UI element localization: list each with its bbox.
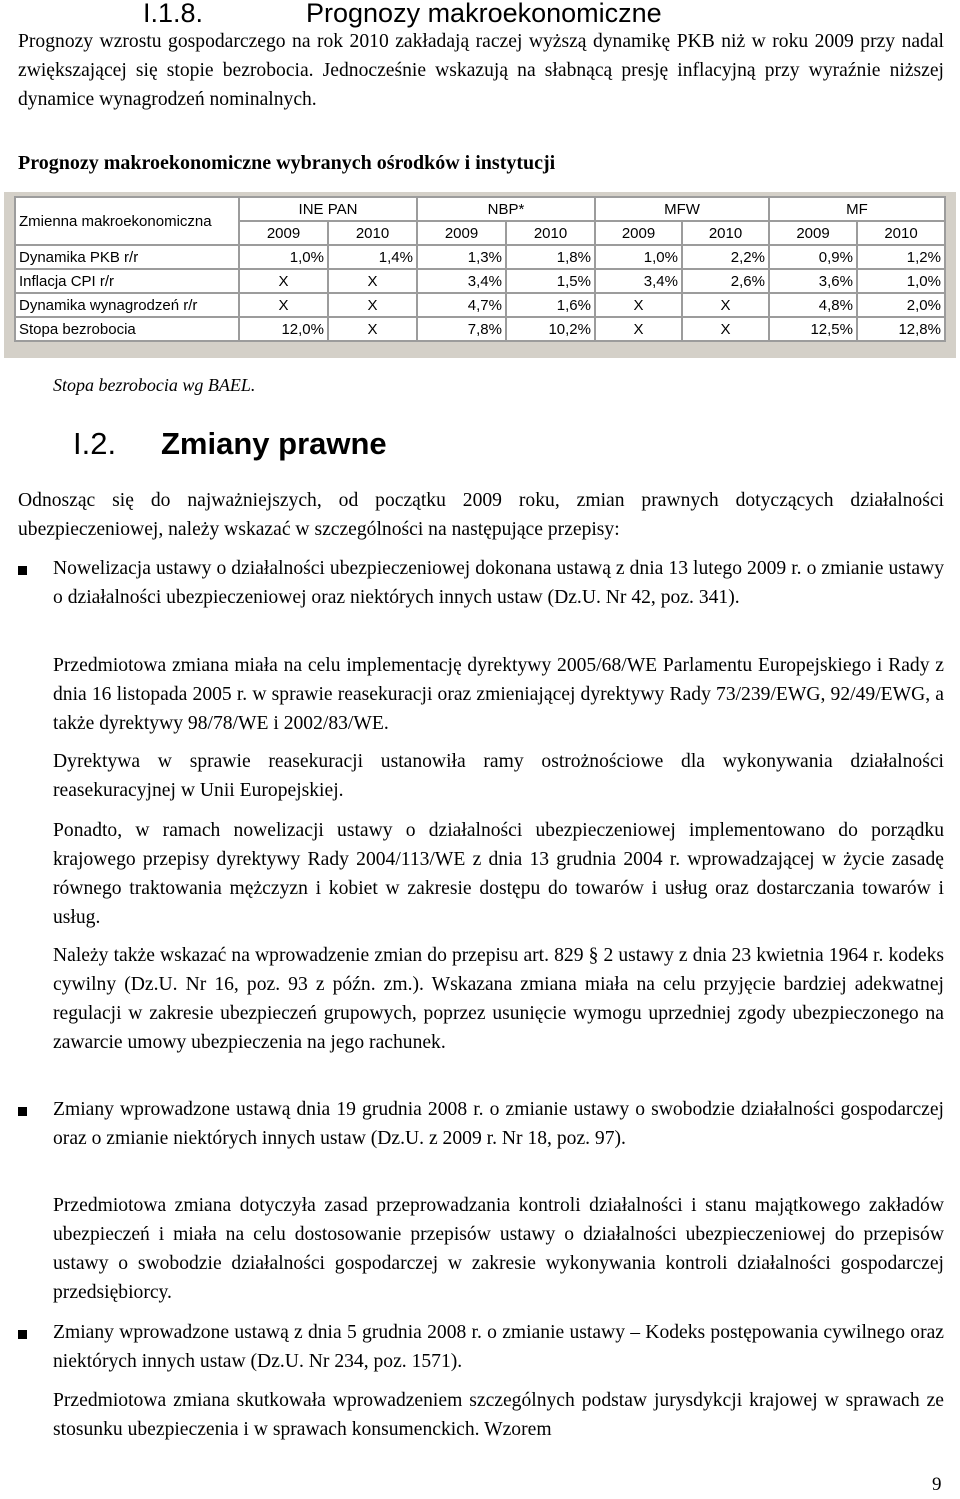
table-cell: 3,4% [417, 269, 506, 293]
table-cell: X [328, 269, 417, 293]
table-cell: 3,4% [595, 269, 682, 293]
paragraph: Przedmiotowa zmiana dotyczyła zasad przeprowadzania kontroli działalności i stanu majątkowego zakładów ubezpieczeń i miała na celu dostosowanie przepisów ustawy o działalności ubezpieczeniowej do przepisów ustawy o swobodzie działalności gospodarczej w zakresie wykonywania kontroli działalności gospodarczej przedsiębiorcy. [53, 1195, 944, 1303]
year-cell: 2010 [857, 221, 945, 245]
table-cell: 3,6% [769, 269, 857, 293]
table-cell: 4,8% [769, 293, 857, 317]
table-cell: 12,5% [769, 317, 857, 341]
section-number: I.2. [73, 426, 117, 461]
paragraph: Przedmiotowa zmiana skutkowała wprowadzeniem szczególnych podstaw jurysdykcji krajowej w sprawach ze stosunku ubezpieczenia i w sprawach konsumenckich. Wzorem [53, 1390, 944, 1440]
row-label: Inflacja CPI r/r [15, 269, 239, 293]
table-cell: X [328, 293, 417, 317]
page-number: 9 [932, 1474, 942, 1495]
table-cell: 12,8% [857, 317, 945, 341]
bullet-item: Nowelizacja ustawy o działalności ubezpieczeniowej dokonana ustawą z dnia 13 lutego 2009 r. o zmianie ustawy o działalności ubezpieczeniowej oraz niektórych innych ustaw (Dz.U. Nr 42, poz. 341). [53, 558, 944, 608]
row-label: Dynamika PKB r/r [15, 245, 239, 269]
table-cell: 10,2% [506, 317, 595, 341]
header-variable: Zmienna makroekonomiczna [15, 197, 239, 245]
table-cell: 12,0% [239, 317, 328, 341]
table-cell: 1,8% [506, 245, 595, 269]
table-header-row [15, 197, 945, 221]
year-cell: 2009 [769, 221, 857, 245]
table-cell: 1,3% [417, 245, 506, 269]
table-row [15, 245, 945, 269]
table-cell: X [682, 317, 769, 341]
bullet-item: Zmiany wprowadzone ustawą dnia 19 grudnia 2008 r. o zmianie ustawy o swobodzie działalności gospodarczej oraz o zmianie niektórych innych ustaw (Dz.U. z 2009 r. Nr 18, poz. 97). [53, 1099, 944, 1149]
table-cell: 7,8% [417, 317, 506, 341]
table-cell: X [595, 317, 682, 341]
year-cell: 2010 [682, 221, 769, 245]
table-cell: 1,0% [857, 269, 945, 293]
table-row [15, 317, 945, 341]
table-cell: 4,7% [417, 293, 506, 317]
table-row [15, 269, 945, 293]
year-cell: 2010 [328, 221, 417, 245]
paragraph: Należy także wskazać na wprowadzenie zmian do przepisu art. 829 § 2 ustawy z dnia 23 kwietnia 1964 r. kodeks cywilny (Dz.U. Nr 16, poz. 93 z późn. zm.). Wskazana zmiana miała na celu przyjęcie bardziej adekwatnej regulacji w zakresie ubezpieczeń grupowych, poprzez usunięcie wymogu uprzedniej zgody ubezpieczonego na zawarcie umowy ubezpieczenia na jego rachunek. [53, 945, 944, 1053]
table-cell: 1,0% [595, 245, 682, 269]
bullet-item: Zmiany wprowadzone ustawą z dnia 5 grudnia 2008 r. o zmianie ustawy – Kodeks postępowania cywilnego oraz niektórych innych ustaw (Dz.U. Nr 234, poz. 1571). [53, 1322, 944, 1372]
macro-forecast-table [14, 196, 946, 342]
table-cell: 1,5% [506, 269, 595, 293]
group-mf: MF [769, 197, 945, 221]
section-number: I.1.8. [143, 0, 204, 28]
table-cell: 2,0% [857, 293, 945, 317]
table-cell: 0,9% [769, 245, 857, 269]
section-title: Zmiany prawne [161, 426, 387, 461]
table-cell: 2,2% [682, 245, 769, 269]
table-cell: X [328, 317, 417, 341]
year-cell: 2009 [417, 221, 506, 245]
section-title: Prognozy makroekonomiczne [306, 0, 662, 28]
paragraph: Odnosząc się do najważniejszych, od początku 2009 roku, zmian prawnych dotyczących działalności ubezpieczeniowej, należy wskazać w szczególności na następujące przepisy: [18, 490, 944, 540]
table-row [15, 293, 945, 317]
row-label: Dynamika wynagrodzeń r/r [15, 293, 239, 317]
bullet-square-icon [18, 566, 27, 575]
group-ine-pan: INE PAN [239, 197, 417, 221]
paragraph: Dyrektywa w sprawie reasekuracji ustanowiła ramy ostrożnościowe dla wykonywania działalności reasekuracyjnej w Unii Europejskiej. [53, 751, 944, 801]
table-cell: X [239, 269, 328, 293]
section-heading-legal [73, 425, 387, 463]
bullet-square-icon [18, 1330, 27, 1339]
section-heading-macro [143, 0, 662, 30]
bullet-square-icon [18, 1107, 27, 1116]
table-cell: 1,6% [506, 293, 595, 317]
paragraph: Przedmiotowa zmiana miała na celu implementację dyrektywy 2005/68/WE Parlamentu Europejskiego i Rady z dnia 16 listopada 2005 r. w sprawie reasekuracji oraz zmieniającej dyrektywy Rady 73/239/EWG, 92/49/EWG, a także dyrektywy 98/78/WE i 2002/83/WE. [53, 655, 944, 734]
table-cell: 1,2% [857, 245, 945, 269]
year-cell: 2009 [595, 221, 682, 245]
year-cell: 2010 [506, 221, 595, 245]
intro-paragraph: Prognozy wzrostu gospodarczego na rok 2010 zakładają raczej wyższą dynamikę PKB niż w roku 2009 przy nadal zwiększającej się stopie bezrobocia. Jednocześnie wskazują na słabnącą presję inflacyjną przy wyraźnie niższej dynamice wynagrodzeń nominalnych. [18, 31, 944, 110]
group-mfw: MFW [595, 197, 769, 221]
table-caption: Prognozy makroekonomiczne wybranych ośrodków i instytucji [18, 152, 556, 174]
table-cell: 1,0% [239, 245, 328, 269]
table-cell: 1,4% [328, 245, 417, 269]
year-cell: 2009 [239, 221, 328, 245]
table-note: Stopa bezrobocia wg BAEL. [53, 375, 256, 395]
table-cell: 2,6% [682, 269, 769, 293]
table-cell: X [239, 293, 328, 317]
table-cell: X [595, 293, 682, 317]
paragraph: Ponadto, w ramach nowelizacji ustawy o działalności ubezpieczeniowej implementowano do porządku krajowego przepisy dyrektywy Rady 2004/113/WE z dnia 13 grudnia 2004 r. wprowadzającej w życie zasadę równego traktowania mężczyzn i kobiet w zakresie dostępu do towarów i usług oraz dostarczania towarów i usług. [53, 820, 944, 928]
table-cell: X [682, 293, 769, 317]
row-label: Stopa bezrobocia [15, 317, 239, 341]
group-nbp: NBP* [417, 197, 595, 221]
